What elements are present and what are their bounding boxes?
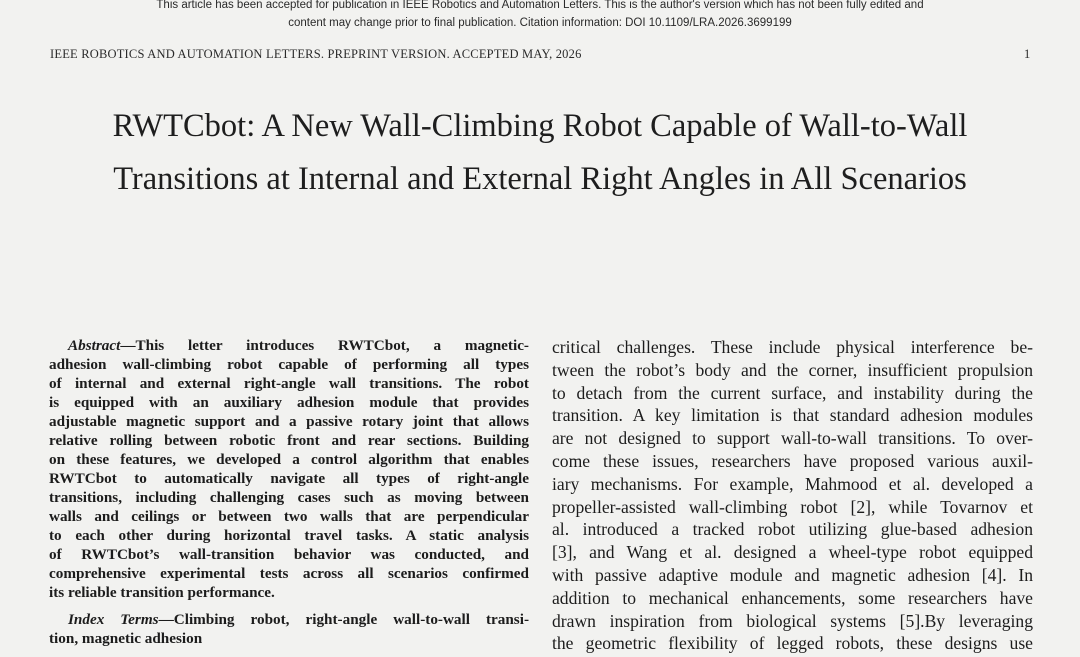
index-terms: [49, 610, 529, 648]
abstract-line: on these features, we developed a control algorithm that enables: [49, 451, 529, 468]
paper-title-line-1: RWTCbot: A New Wall-Climbing Robot Capable of Wall-to-Wall: [112, 108, 968, 144]
index-terms-line: tion, magnetic adhesion: [49, 630, 203, 647]
abstract-line: is equipped with an auxiliary adhesion module that provides: [49, 394, 529, 411]
publication-notice-line-2: content may change prior to final publication. Citation information: DOI 10.1109/LRA.2026.3699199: [288, 17, 792, 29]
body-line: critical challenges. These include physical interference be-: [552, 337, 1033, 357]
body-line: tween the robot’s body and the corner, insufficient propulsion: [552, 359, 1033, 380]
abstract-label: Abstract: [68, 337, 121, 354]
body-line: to detach from the current surface, and instability during the: [552, 382, 1033, 403]
paper-title-line-2: Transitions at Internal and External Right Angles in All Scenarios: [113, 161, 967, 197]
body-line: come these issues, researchers have proposed various auxil-: [552, 450, 1033, 471]
running-head: IEEE ROBOTICS AND AUTOMATION LETTERS. PREPRINT VERSION. ACCEPTED MAY, 2026: [50, 47, 582, 61]
body-line: al. introduced a tracked robot utilizing glue-based adhesion: [552, 519, 1033, 540]
body-line: with passive adaptive module and magnetic adhesion [4]. In: [552, 564, 1033, 585]
abstract-line: Abstract—This letter introduces RWTCbot, a magnetic-: [68, 337, 529, 354]
abstract-line: comprehensive experimental tests across all scenarios confirmed: [49, 565, 529, 582]
body-line: propeller-assisted wall-climbing robot [2], while Tovarnov et: [552, 496, 1033, 517]
body-text-column: [552, 336, 1033, 655]
abstract-line: RWTCbot to automatically navigate all types of right-angle: [49, 470, 529, 487]
abstract-line: to each other during horizontal travel tasks. A static analysis: [49, 527, 529, 544]
abstract-line: transitions, including challenging cases such as moving between: [49, 489, 529, 506]
abstract-line: its reliable transition performance.: [49, 584, 275, 601]
body-line: the geometric flexibility of legged robots, these designs use: [552, 633, 1033, 654]
abstract-line: of internal and external right-angle wall transitions. The robot: [49, 375, 529, 392]
abstract-column: [49, 336, 529, 648]
body-line: are not designed to support wall-to-wall transitions. To over-: [552, 428, 1033, 449]
abstract-line: adhesion wall-climbing robot capable of performing all types: [49, 356, 529, 373]
body-line: iary mechanisms. For example, Mahmood et al. developed a: [552, 473, 1033, 494]
body-line: transition. A key limitation is that standard adhesion modules: [552, 405, 1033, 426]
page-number: 1: [1024, 47, 1031, 61]
abstract: [49, 336, 529, 602]
index-terms-label: Index Terms: [68, 611, 159, 628]
abstract-line: relative rolling between robotic front and rear sections. Building: [49, 432, 529, 449]
abstract-line: adjustable magnetic support and a passive rotary joint that allows: [49, 413, 529, 430]
publication-notice-line-1: This article has been accepted for publication in IEEE Robotics and Automation Letters. This is the author's version which has not been fully edited and: [156, 0, 924, 11]
abstract-line: of RWTCbot’s wall-transition behavior was conducted, and: [49, 546, 529, 563]
body-line: drawn inspiration from biological systems [5].By leveraging: [552, 610, 1033, 631]
body-line: addition to mechanical enhancements, some researchers have: [552, 587, 1033, 608]
body-line: [3], and Wang et al. designed a wheel-type robot equipped: [552, 542, 1033, 563]
index-terms-line: Index Terms—Climbing robot, right-angle wall-to-wall transi-: [68, 611, 529, 628]
abstract-line: walls and ceilings or between two walls that are perpendicular: [49, 508, 529, 525]
